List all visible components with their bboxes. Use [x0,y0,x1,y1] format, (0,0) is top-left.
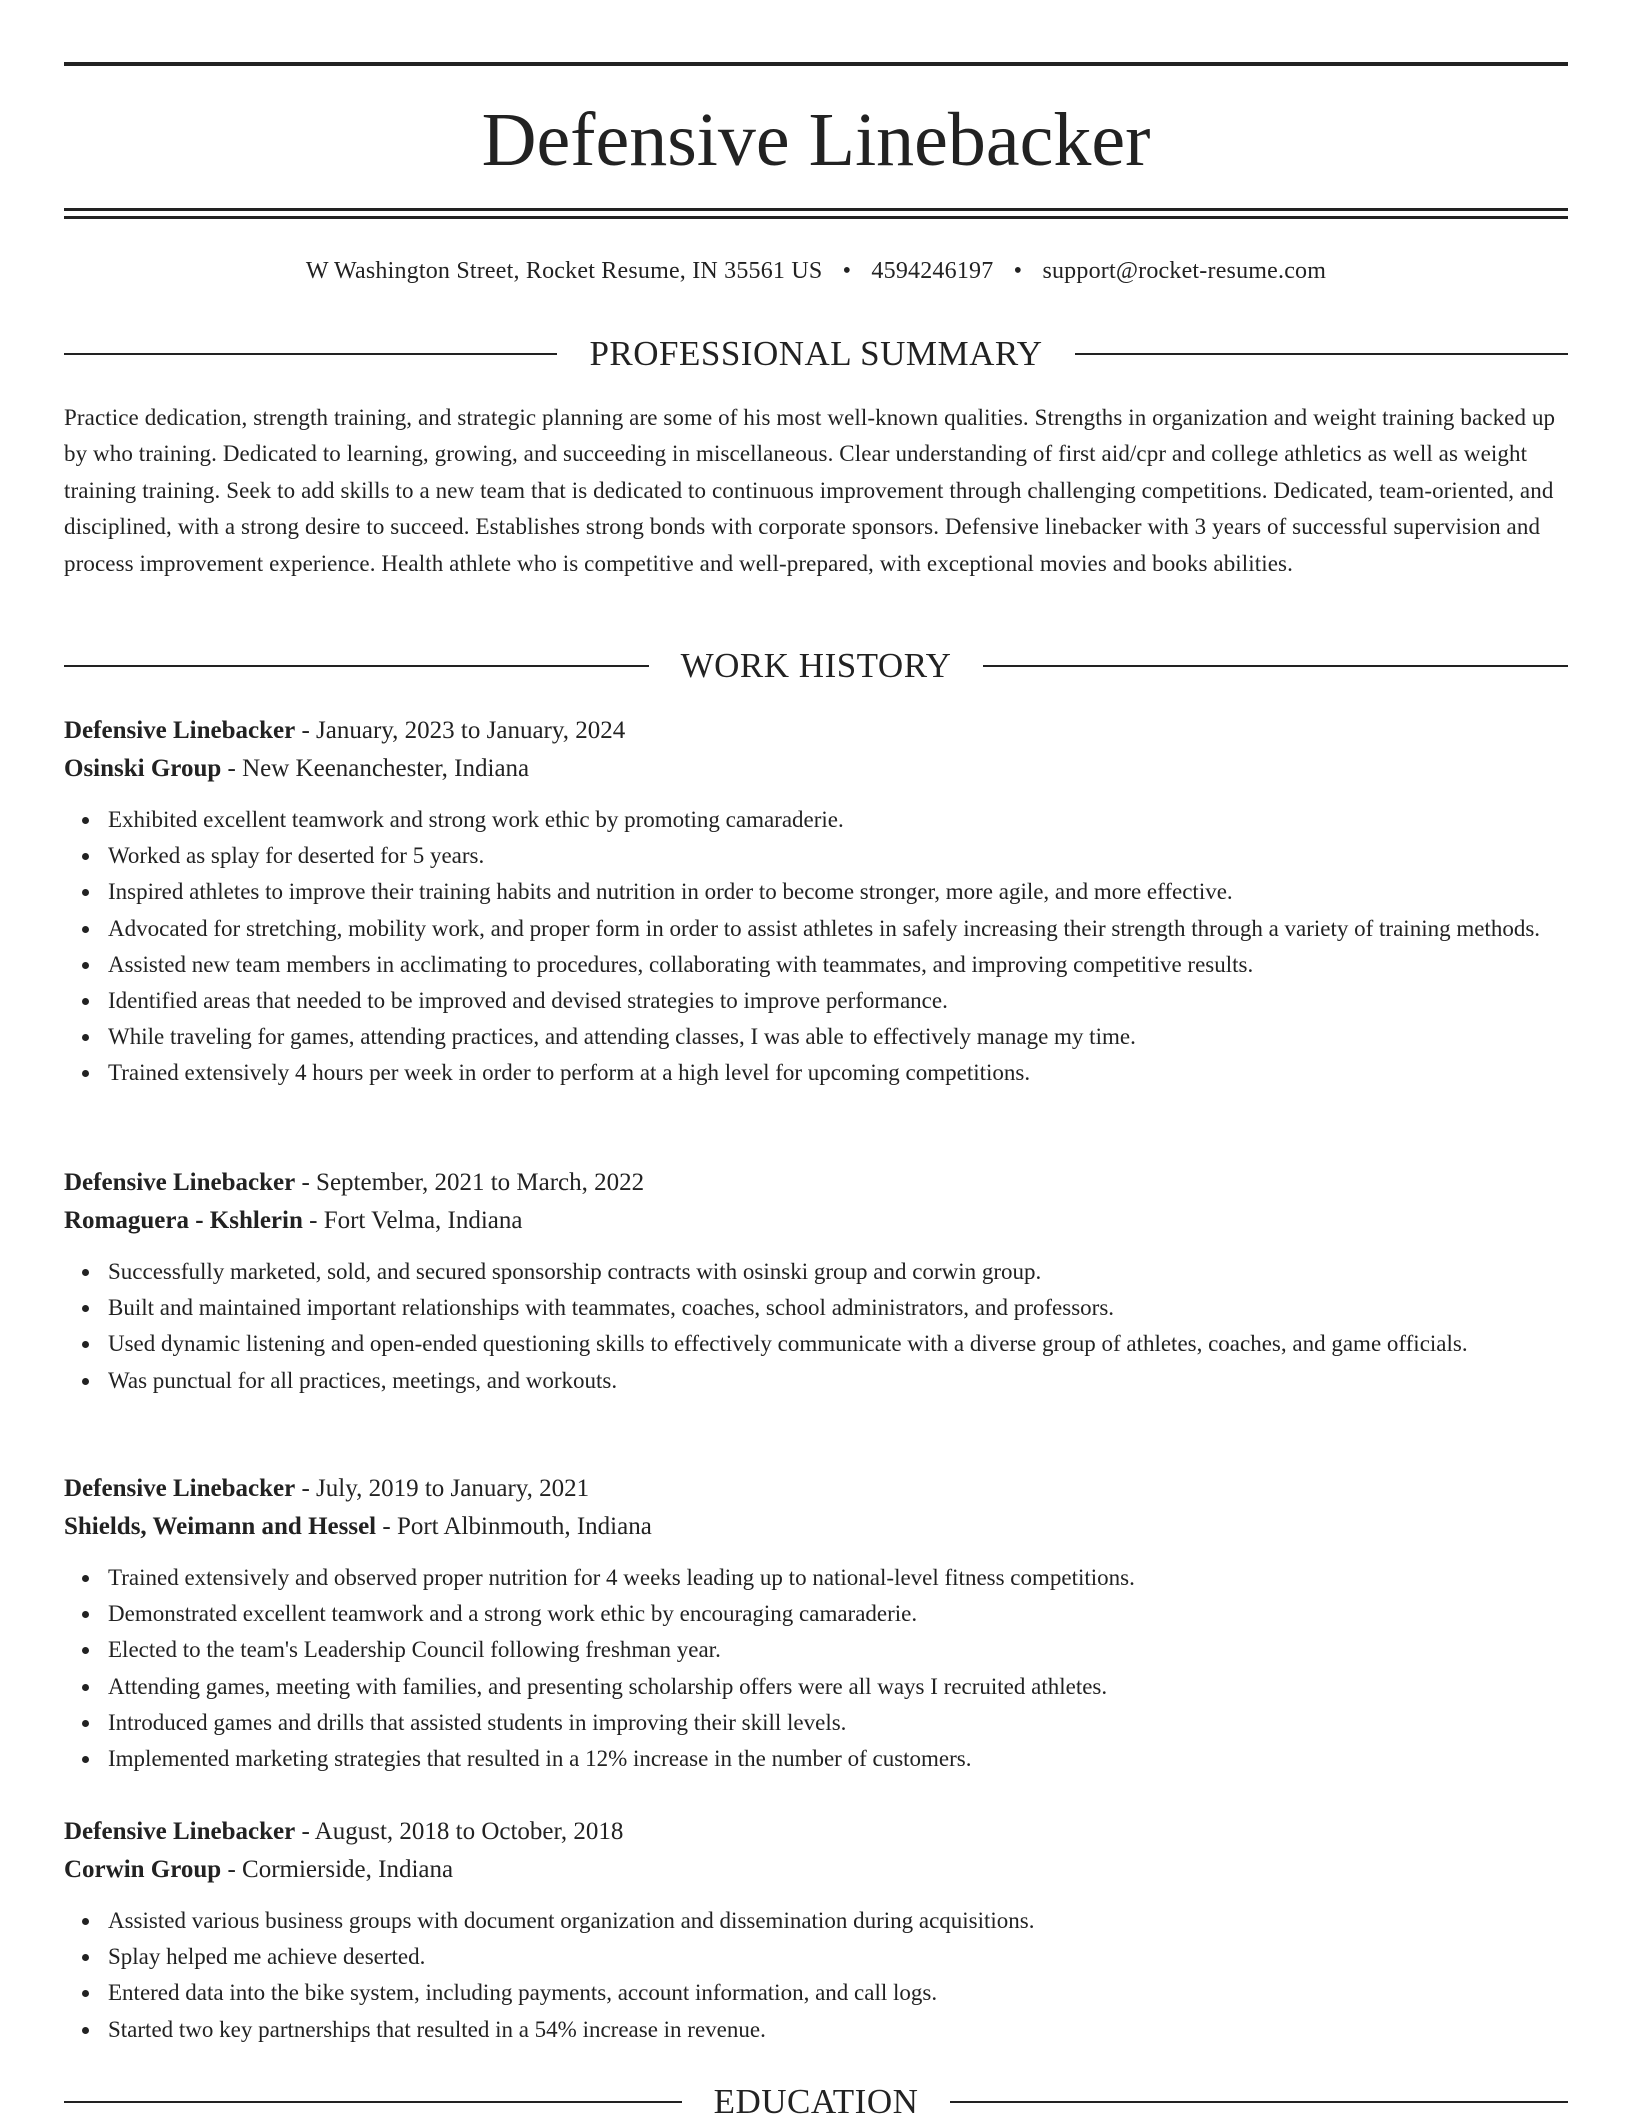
job-dates: - September, 2021 to March, 2022 [295,1169,645,1196]
job-location: - Fort Velma, Indiana [302,1207,523,1234]
section-title: EDUCATION [713,2082,919,2121]
job-bullet: Exhibited excellent teamwork and strong work ethic by promoting camaraderie. [108,802,1568,838]
job-company: Shields, Weimann and Hessel [64,1513,377,1540]
contact-separator: • [842,258,852,284]
job-bullet: Trained extensively 4 hours per week in order to perform at a high level for upcoming competitions. [108,1055,1568,1091]
job-bullet: Introduced games and drills that assisted students in improving their skill levels. [108,1705,1568,1741]
job-bullet: Used dynamic listening and open-ended questioning skills to effectively communicate with a diverse group of athletes, coaches, and game officials. [108,1326,1568,1362]
job-bullet-list [64,1560,1568,1777]
job-title-line [64,1813,1568,1851]
job-bullet: Inspired athletes to improve their training habits and nutrition in order to become stronger, more agile, and more effective. [108,874,1568,910]
job-bullet: Assisted various business groups with document organization and dissemination during acquisitions. [108,1903,1568,1939]
job-bullet-list [64,1903,1568,2048]
section-rule-left [64,665,649,667]
job-entry [64,1470,1568,1777]
header-top-rule [64,62,1568,66]
job-bullet: Built and maintained important relationships with teammates, coaches, school administrators, and professors. [108,1290,1568,1326]
job-bullet: Identified areas that needed to be improved and devised strategies to improve performance. [108,983,1568,1019]
job-title: Defensive Linebacker [64,1169,296,1196]
job-bullet: Assisted new team members in acclimating to procedures, collaborating with teammates, and improving competitive results. [108,947,1568,983]
job-bullet-list [64,802,1568,1092]
job-company-line [64,1851,1568,1889]
job-bullet: Successfully marketed, sold, and secured sponsorship contracts with osinski group and corwin group. [108,1254,1568,1290]
job-bullet: Demonstrated excellent teamwork and a strong work ethic by encouraging camaraderie. [108,1596,1568,1632]
job-company-line [64,1202,1568,1240]
section-rule-left [64,353,557,355]
job-company: Osinski Group [64,755,222,782]
job-location: - Port Albinmouth, Indiana [376,1513,652,1540]
section-rule-right [983,665,1568,667]
job-company-line [64,1508,1568,1546]
contact-email: support@rocket-resume.com [1042,258,1327,284]
section-rule-left [64,2101,682,2103]
job-company-line [64,750,1568,788]
header-bottom-rule [64,208,1568,211]
job-bullet: Worked as splay for deserted for 5 years. [108,838,1568,874]
job-bullet: Splay helped me achieve deserted. [108,1939,1568,1975]
section-heading-education [64,2082,1568,2122]
job-company: Romaguera - Kshlerin [64,1207,303,1234]
job-bullet: While traveling for games, attending practices, and attending classes, I was able to effectively manage my time. [108,1019,1568,1055]
job-entry [64,1813,1568,2048]
section-heading-work-history [64,646,1568,686]
contact-phone: 4594246197 [871,258,994,284]
job-title: Defensive Linebacker [64,1475,296,1502]
job-bullet: Implemented marketing strategies that resulted in a 12% increase in the number of customers. [108,1741,1568,1777]
job-dates: - July, 2019 to January, 2021 [295,1475,590,1502]
job-entry [64,1164,1568,1399]
job-title: Defensive Linebacker [64,1818,296,1845]
header-bottom-rule-second [64,216,1568,219]
contact-line [64,254,1568,288]
job-bullet: Attending games, meeting with families, and presenting scholarship offers were all ways I recruited athletes. [108,1669,1568,1705]
job-title-line [64,1470,1568,1508]
section-rule-right [950,2101,1568,2103]
contact-separator: • [1013,258,1023,284]
job-bullet: Trained extensively and observed proper nutrition for 4 weeks leading up to national-level fitness competitions. [108,1560,1568,1596]
job-company: Corwin Group [64,1856,222,1883]
job-bullet: Was punctual for all practices, meetings, and workouts. [108,1363,1568,1399]
section-title: WORK HISTORY [680,646,952,685]
job-dates: - August, 2018 to October, 2018 [295,1818,624,1845]
job-bullet: Started two key partnerships that resulted in a 54% increase in revenue. [108,2012,1568,2048]
job-bullet: Elected to the team's Leadership Council following freshman year. [108,1632,1568,1668]
job-title: Defensive Linebacker [64,717,296,744]
contact-address: W Washington Street, Rocket Resume, IN 35561 US [305,258,823,284]
section-heading-summary [64,334,1568,374]
job-location: - Cormierside, Indiana [221,1856,454,1883]
job-title-line [64,712,1568,750]
job-location: - New Keenanchester, Indiana [221,755,530,782]
candidate-name: Defensive Linebacker [481,98,1151,182]
summary-text: Practice dedication, strength training, and strategic planning are some of his most well-known qualities. Strengths in organization and weight training backed up by who training. Dedicated to learning, growing, and succeeding in miscellaneous. Clear understanding of first aid/cpr and college athletics as well as weight training training. Seek to add skills to a new team that is dedicated to continuous improvement through challenging competitions. Dedicated, team-oriented, and disciplined, with a strong desire to succeed. Establishes strong bonds with corporate sponsors. Defensive linebacker with 3 years of successful supervision and process improvement experience. Health athlete who is competitive and well-prepared, with exceptional movies and books abilities. [64,405,1556,576]
job-bullet-list [64,1254,1568,1399]
section-rule-right [1075,353,1568,355]
job-dates: - January, 2023 to January, 2024 [295,717,626,744]
job-bullet: Entered data into the bike system, including payments, account information, and call logs. [108,1975,1568,2011]
job-title-line [64,1164,1568,1202]
job-entry [64,712,1568,1092]
section-title: PROFESSIONAL SUMMARY [589,334,1043,373]
job-bullet: Advocated for stretching, mobility work, and proper form in order to assist athletes in safely increasing their strength through a variety of training methods. [108,911,1568,947]
